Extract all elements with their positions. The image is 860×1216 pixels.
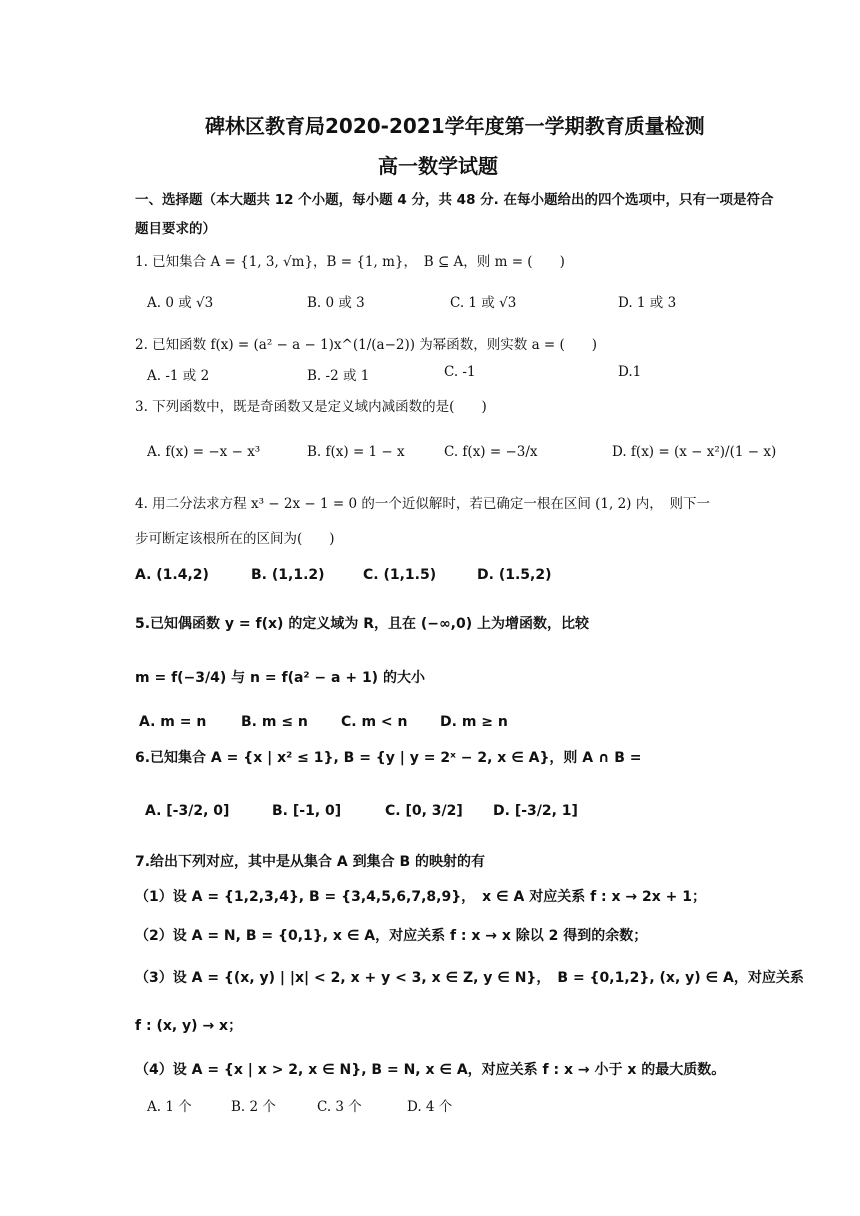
question-7-option-c: C. 3 个 bbox=[317, 1099, 362, 1115]
question-7-item-3-cont: f : (x, y) → x； bbox=[135, 1018, 243, 1034]
question-7-option-a: A. 1 个 bbox=[147, 1099, 192, 1115]
question-4-option-c: C. (1,1.5) bbox=[363, 567, 437, 583]
question-5-stem-line2: m = f(−3/4) 与 n = f(a² − a + 1) 的大小 bbox=[135, 670, 425, 686]
question-1-option-b: B. 0 或 3 bbox=[307, 295, 365, 311]
question-3-stem: 3. 下列函数中，既是奇函数又是定义域内减函数的是( ) bbox=[135, 399, 487, 415]
question-1-option-c: C. 1 或 √3 bbox=[450, 295, 517, 311]
question-4-stem-line2: 步可断定该根所在的区间为( ) bbox=[135, 531, 335, 547]
question-7-item-4: （4）设 A = {x | x > 2, x ∈ N}, B = N, x ∈ A，对应关系 f : x → 小于 x 的最大质数。 bbox=[135, 1062, 726, 1078]
question-6-option-d: D. [-3/2, 1] bbox=[493, 803, 578, 819]
question-3-option-d: D. f(x) = (x − x²)/(1 − x) bbox=[612, 444, 777, 460]
question-5-option-c: C. m < n bbox=[341, 714, 408, 730]
question-5-stem-line1: 5.已知偶函数 y = f(x) 的定义域为 R，且在 (−∞,0) 上为增函数，比较 bbox=[135, 616, 589, 632]
question-5-option-a: A. m = n bbox=[139, 714, 207, 730]
question-4-stem-line1: 4. 用二分法求方程 x³ − 2x − 1 = 0 的一个近似解时，若已确定一根在区间 (1, 2) 内， 则下一 bbox=[135, 496, 710, 512]
question-4-option-a: A. (1.4,2) bbox=[135, 567, 209, 583]
question-2-option-a: A. -1 或 2 bbox=[147, 368, 210, 384]
section-heading-line1: 一、选择题（本大题共 12 个小题，每小题 4 分，共 48 分. 在每小题给出的四个选项中，只有一项是符合 bbox=[135, 192, 774, 208]
section-heading-line2: 题目要求的） bbox=[135, 221, 216, 237]
question-6-option-c: C. [0, 3/2] bbox=[385, 803, 463, 819]
question-5-option-d: D. m ≥ n bbox=[440, 714, 508, 730]
question-7-item-3: （3）设 A = {(x, y) | |x| < 2, x + y < 3, x ∈ Z, y ∈ N}， B = {0,1,2}, (x, y) ∈ A，对应关系 bbox=[135, 970, 804, 986]
question-7-item-2: （2）设 A = N, B = {0,1}, x ∈ A，对应关系 f : x → x 除以 2 得到的余数； bbox=[135, 928, 648, 944]
question-3-option-a: A. f(x) = −x − x³ bbox=[147, 444, 261, 460]
question-4-option-b: B. (1,1.2) bbox=[251, 567, 325, 583]
question-1-option-a: A. 0 或 √3 bbox=[147, 295, 214, 311]
question-6-option-b: B. [-1, 0] bbox=[272, 803, 342, 819]
question-2-option-d: D.1 bbox=[618, 364, 642, 380]
question-7-item-1: （1）设 A = {1,2,3,4}, B = {3,4,5,6,7,8,9}， x ∈ A 对应关系 f : x → 2x + 1； bbox=[135, 889, 707, 905]
question-3-option-c: C. f(x) = −3/x bbox=[444, 444, 538, 460]
question-2-option-c: C. -1 bbox=[444, 364, 476, 380]
question-4-option-d: D. (1.5,2) bbox=[477, 567, 552, 583]
question-1-option-d: D. 1 或 3 bbox=[618, 295, 677, 311]
question-6-stem: 6.已知集合 A = {x | x² ≤ 1}, B = {y | y = 2ˣ − 2, x ∈ A}，则 A ∩ B = bbox=[135, 750, 642, 766]
page-subtitle: 高一数学试题 bbox=[378, 154, 498, 178]
question-6-option-a: A. [-3/2, 0] bbox=[145, 803, 230, 819]
question-5-option-b: B. m ≤ n bbox=[241, 714, 308, 730]
question-2-stem: 2. 已知函数 f(x) = (a² − a − 1)x^(1/(a−2)) 为幂函数，则实数 a = ( ) bbox=[135, 337, 598, 353]
page-title: 碑林区教育局2020-2021学年度第一学期教育质量检测 bbox=[205, 114, 705, 138]
question-1-stem: 1. 已知集合 A = {1, 3, √m}，B = {1, m}， B ⊆ A，则 m = ( ) bbox=[135, 254, 565, 270]
question-3-option-b: B. f(x) = 1 − x bbox=[307, 444, 405, 460]
question-7-option-b: B. 2 个 bbox=[231, 1099, 276, 1115]
question-7-stem: 7.给出下列对应，其中是从集合 A 到集合 B 的映射的有 bbox=[135, 854, 486, 870]
question-2-option-b: B. -2 或 1 bbox=[307, 368, 370, 384]
question-7-option-d: D. 4 个 bbox=[407, 1099, 453, 1115]
